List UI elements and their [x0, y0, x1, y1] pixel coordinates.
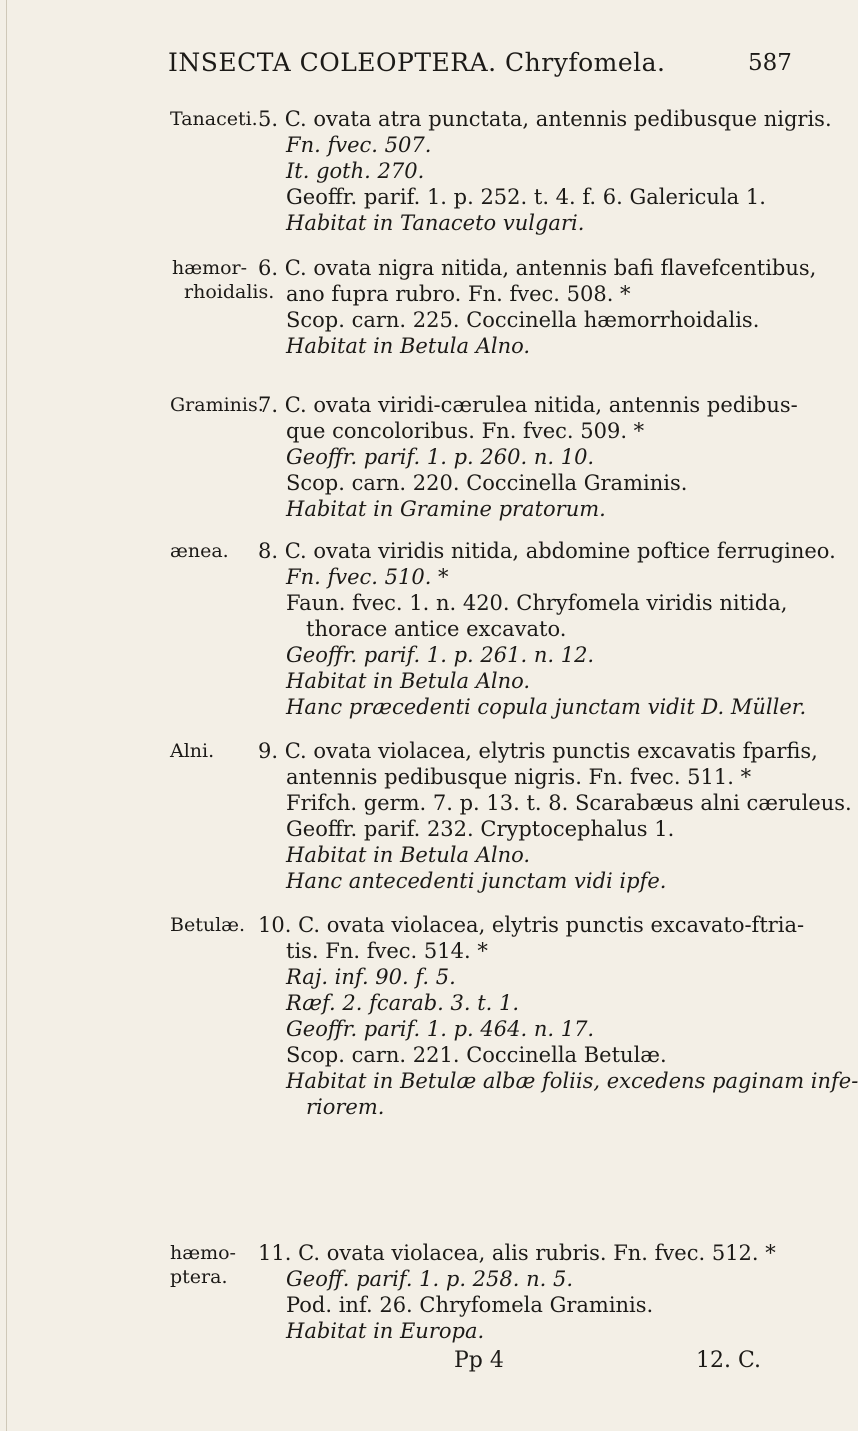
margin-name: ptera. — [170, 1266, 228, 1288]
margin-name: Alni. — [170, 740, 215, 762]
entry-line: Scop. carn. 221. Coccinella Betulæ. — [286, 1043, 667, 1067]
entry-line: Hanc antecedenti junctam vidi ipfe. — [286, 869, 667, 893]
entry-line: Habitat in Europa. — [286, 1319, 485, 1343]
entry-line: Geoffr. parif. 1. p. 252. t. 4. f. 6. Galericula 1. — [286, 185, 766, 209]
running-title: INSECTA COLEOPTERA. Chryfomela. — [168, 48, 666, 77]
entry-line: Geoffr. parif. 1. p. 464. n. 17. — [286, 1017, 595, 1041]
entry-line: tis. Fn. fvec. 514. * — [286, 939, 488, 963]
entry-line: Geoffr. parif. 1. p. 260. n. 10. — [286, 445, 595, 469]
entry-line: Scop. carn. 225. Coccinella hæmorrhoidalis. — [286, 308, 760, 332]
entry-line: Frifch. germ. 7. p. 13. t. 8. Scarabæus alni cæruleus. — [286, 791, 852, 815]
entry-line: Raj. inf. 90. f. 5. — [286, 965, 456, 989]
margin-name: rhoidalis. — [184, 281, 275, 303]
entry-line: Habitat in Betulæ albæ foliis, excedens paginam infe- — [286, 1069, 858, 1093]
entry-line: Geoffr. parif. 232. Cryptocephalus 1. — [286, 817, 675, 841]
entry-line: antennis pedibusque nigris. Fn. fvec. 511. * — [286, 765, 752, 789]
entry-line: Habitat in Gramine pratorum. — [286, 497, 606, 521]
entry-line: riorem. — [306, 1095, 385, 1119]
margin-name: Tanaceti. — [170, 108, 258, 130]
page-number: 587 — [748, 50, 792, 76]
entry-line: Geoff. parif. 1. p. 258. n. 5. — [286, 1267, 574, 1291]
entry-line: 5. C. ovata atra punctata, antennis pedibusque nigris. — [258, 107, 832, 131]
entry-line: 9. C. ovata violacea, elytris punctis excavatis fparfis, — [258, 739, 818, 763]
entry-line: Fn. fvec. 507. — [286, 133, 432, 157]
entry-line: Hanc præcedenti copula junctam vidit D. Müller. — [286, 695, 807, 719]
entry-line: 7. C. ovata viridi-cærulea nitida, antennis pedibus- — [258, 393, 798, 417]
entry-line: 11. C. ovata violacea, alis rubris. Fn. fvec. 512. * — [258, 1241, 776, 1265]
signature-mark: Pp 4 — [454, 1348, 504, 1373]
margin-name: Betulæ. — [170, 914, 246, 936]
catchword: 12. C. — [696, 1348, 762, 1373]
entry-line: It. goth. 270. — [286, 159, 425, 183]
entry-line: Scop. carn. 220. Coccinella Graminis. — [286, 471, 688, 495]
entry-line: Habitat in Tanaceto vulgari. — [286, 211, 585, 235]
margin-name: ænea. — [170, 540, 229, 562]
margin-name: hæmo- — [170, 1242, 236, 1264]
entry-line: Geoffr. parif. 1. p. 261. n. 12. — [286, 643, 595, 667]
entry-line: Habitat in Betula Alno. — [286, 669, 531, 693]
entry-line: que concoloribus. Fn. fvec. 509. * — [286, 419, 645, 443]
entry-line: Faun. fvec. 1. n. 420. Chryfomela viridis nitida, — [286, 591, 788, 615]
entry-line: Habitat in Betula Alno. — [286, 334, 531, 358]
entry-line: ano fupra rubro. Fn. fvec. 508. * — [286, 282, 631, 306]
entry-line: Ræf. 2. fcarab. 3. t. 1. — [286, 991, 520, 1015]
entry-line: 8. C. ovata viridis nitida, abdomine poftice ferrugineo. — [258, 539, 836, 563]
entry-line: 10. C. ovata violacea, elytris punctis excavato-ftria- — [258, 913, 805, 937]
entry-line: Fn. fvec. 510. * — [286, 565, 449, 589]
entry-line: Habitat in Betula Alno. — [286, 843, 531, 867]
running-header — [0, 48, 800, 88]
margin-name: Graminis. — [170, 394, 264, 416]
entry-line: 6. C. ovata nigra nitida, antennis bafi flavefcentibus, — [258, 256, 817, 280]
margin-name: hæmor- — [172, 257, 248, 279]
page-edge-line — [6, 0, 7, 1431]
entry-line: Pod. inf. 26. Chryfomela Graminis. — [286, 1293, 654, 1317]
entry-line: thorace antice excavato. — [306, 617, 567, 641]
